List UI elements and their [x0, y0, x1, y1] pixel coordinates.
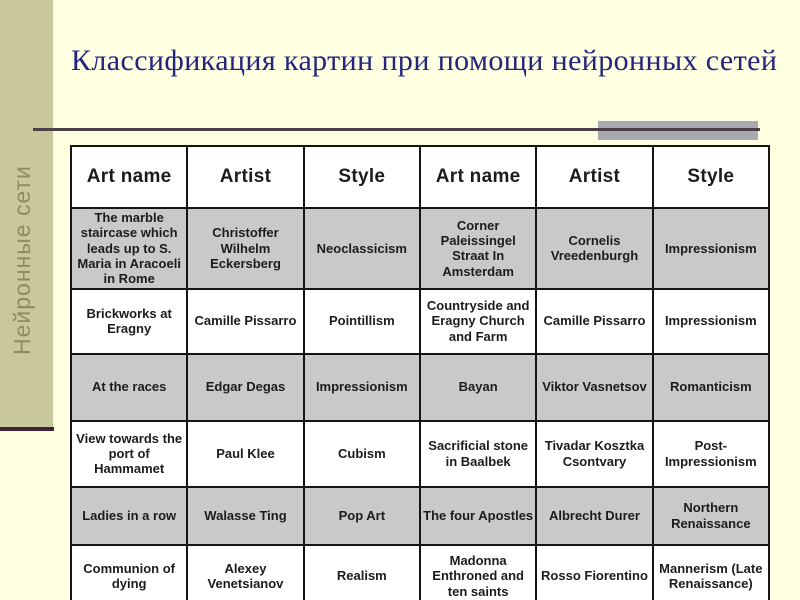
table-cell: Communion of dying: [71, 545, 187, 600]
table-cell: Neoclassicism: [304, 208, 420, 289]
table-cell: Sacrificial stone in Baalbek: [420, 421, 536, 487]
sidebar-vertical-label: Нейронные сети: [9, 165, 35, 355]
table-cell: Post-Impressionism: [653, 421, 769, 487]
table-cell: Christoffer Wilhelm Eckersberg: [187, 208, 303, 289]
table-cell: Corner Paleissingel Straat In Amsterdam: [420, 208, 536, 289]
table-cell: Viktor Vasnetsov: [536, 354, 652, 421]
table-cell: Paul Klee: [187, 421, 303, 487]
table-cell: Countryside and Eragny Church and Farm: [420, 289, 536, 354]
table-cell: At the races: [71, 354, 187, 421]
table-cell: Romanticism: [653, 354, 769, 421]
table-row: [71, 545, 769, 600]
table-cell: View towards the port of Hammamet: [71, 421, 187, 487]
table-cell: Ladies in a row: [71, 487, 187, 545]
table-cell: Madonna Enthroned and ten saints: [420, 545, 536, 600]
table-row: [71, 421, 769, 487]
table-cell: Impressionism: [653, 208, 769, 289]
table-cell: Cubism: [304, 421, 420, 487]
table-cell: Albrecht Durer: [536, 487, 652, 545]
table-cell: Camille Pissarro: [536, 289, 652, 354]
table-cell: Mannerism (Late Renaissance): [653, 545, 769, 600]
table-row: [71, 208, 769, 289]
table-cell: Camille Pissarro: [187, 289, 303, 354]
header-cell: Style: [304, 146, 420, 208]
table-cell: Cornelis Vreedenburgh: [536, 208, 652, 289]
title-rule: [33, 128, 760, 131]
table-row: [71, 354, 769, 421]
header-cell: Art name: [420, 146, 536, 208]
sidebar: [0, 0, 53, 427]
table-cell: Alexey Venetsianov: [187, 545, 303, 600]
header-cell: Artist: [187, 146, 303, 208]
table-cell: The four Apostles: [420, 487, 536, 545]
table-header: [71, 146, 769, 208]
table-header-row: [71, 146, 769, 208]
table-cell: Edgar Degas: [187, 354, 303, 421]
table-cell: Tivadar Kosztka Csontvary: [536, 421, 652, 487]
table-row: [71, 487, 769, 545]
table-cell: Northern Renaissance: [653, 487, 769, 545]
header-cell: Art name: [71, 146, 187, 208]
header-cell: Artist: [536, 146, 652, 208]
table-row: [71, 289, 769, 354]
table-cell: Walasse Ting: [187, 487, 303, 545]
table-cell: Realism: [304, 545, 420, 600]
table-cell: Rosso Fiorentino: [536, 545, 652, 600]
table-cell: Brickworks at Eragny: [71, 289, 187, 354]
table-cell: Bayan: [420, 354, 536, 421]
table-cell: Pop Art: [304, 487, 420, 545]
table-body: [71, 208, 769, 600]
header-cell: Style: [653, 146, 769, 208]
table-cell: The marble staircase which leads up to S. Maria in Aracoeli in Rome: [71, 208, 187, 289]
paintings-table: [70, 145, 770, 600]
table-cell: Impressionism: [653, 289, 769, 354]
page-title: Классификация картин при помощи нейронных сетей: [71, 44, 778, 77]
sidebar-underline: [0, 427, 54, 431]
table-cell: Impressionism: [304, 354, 420, 421]
table-cell: Pointillism: [304, 289, 420, 354]
